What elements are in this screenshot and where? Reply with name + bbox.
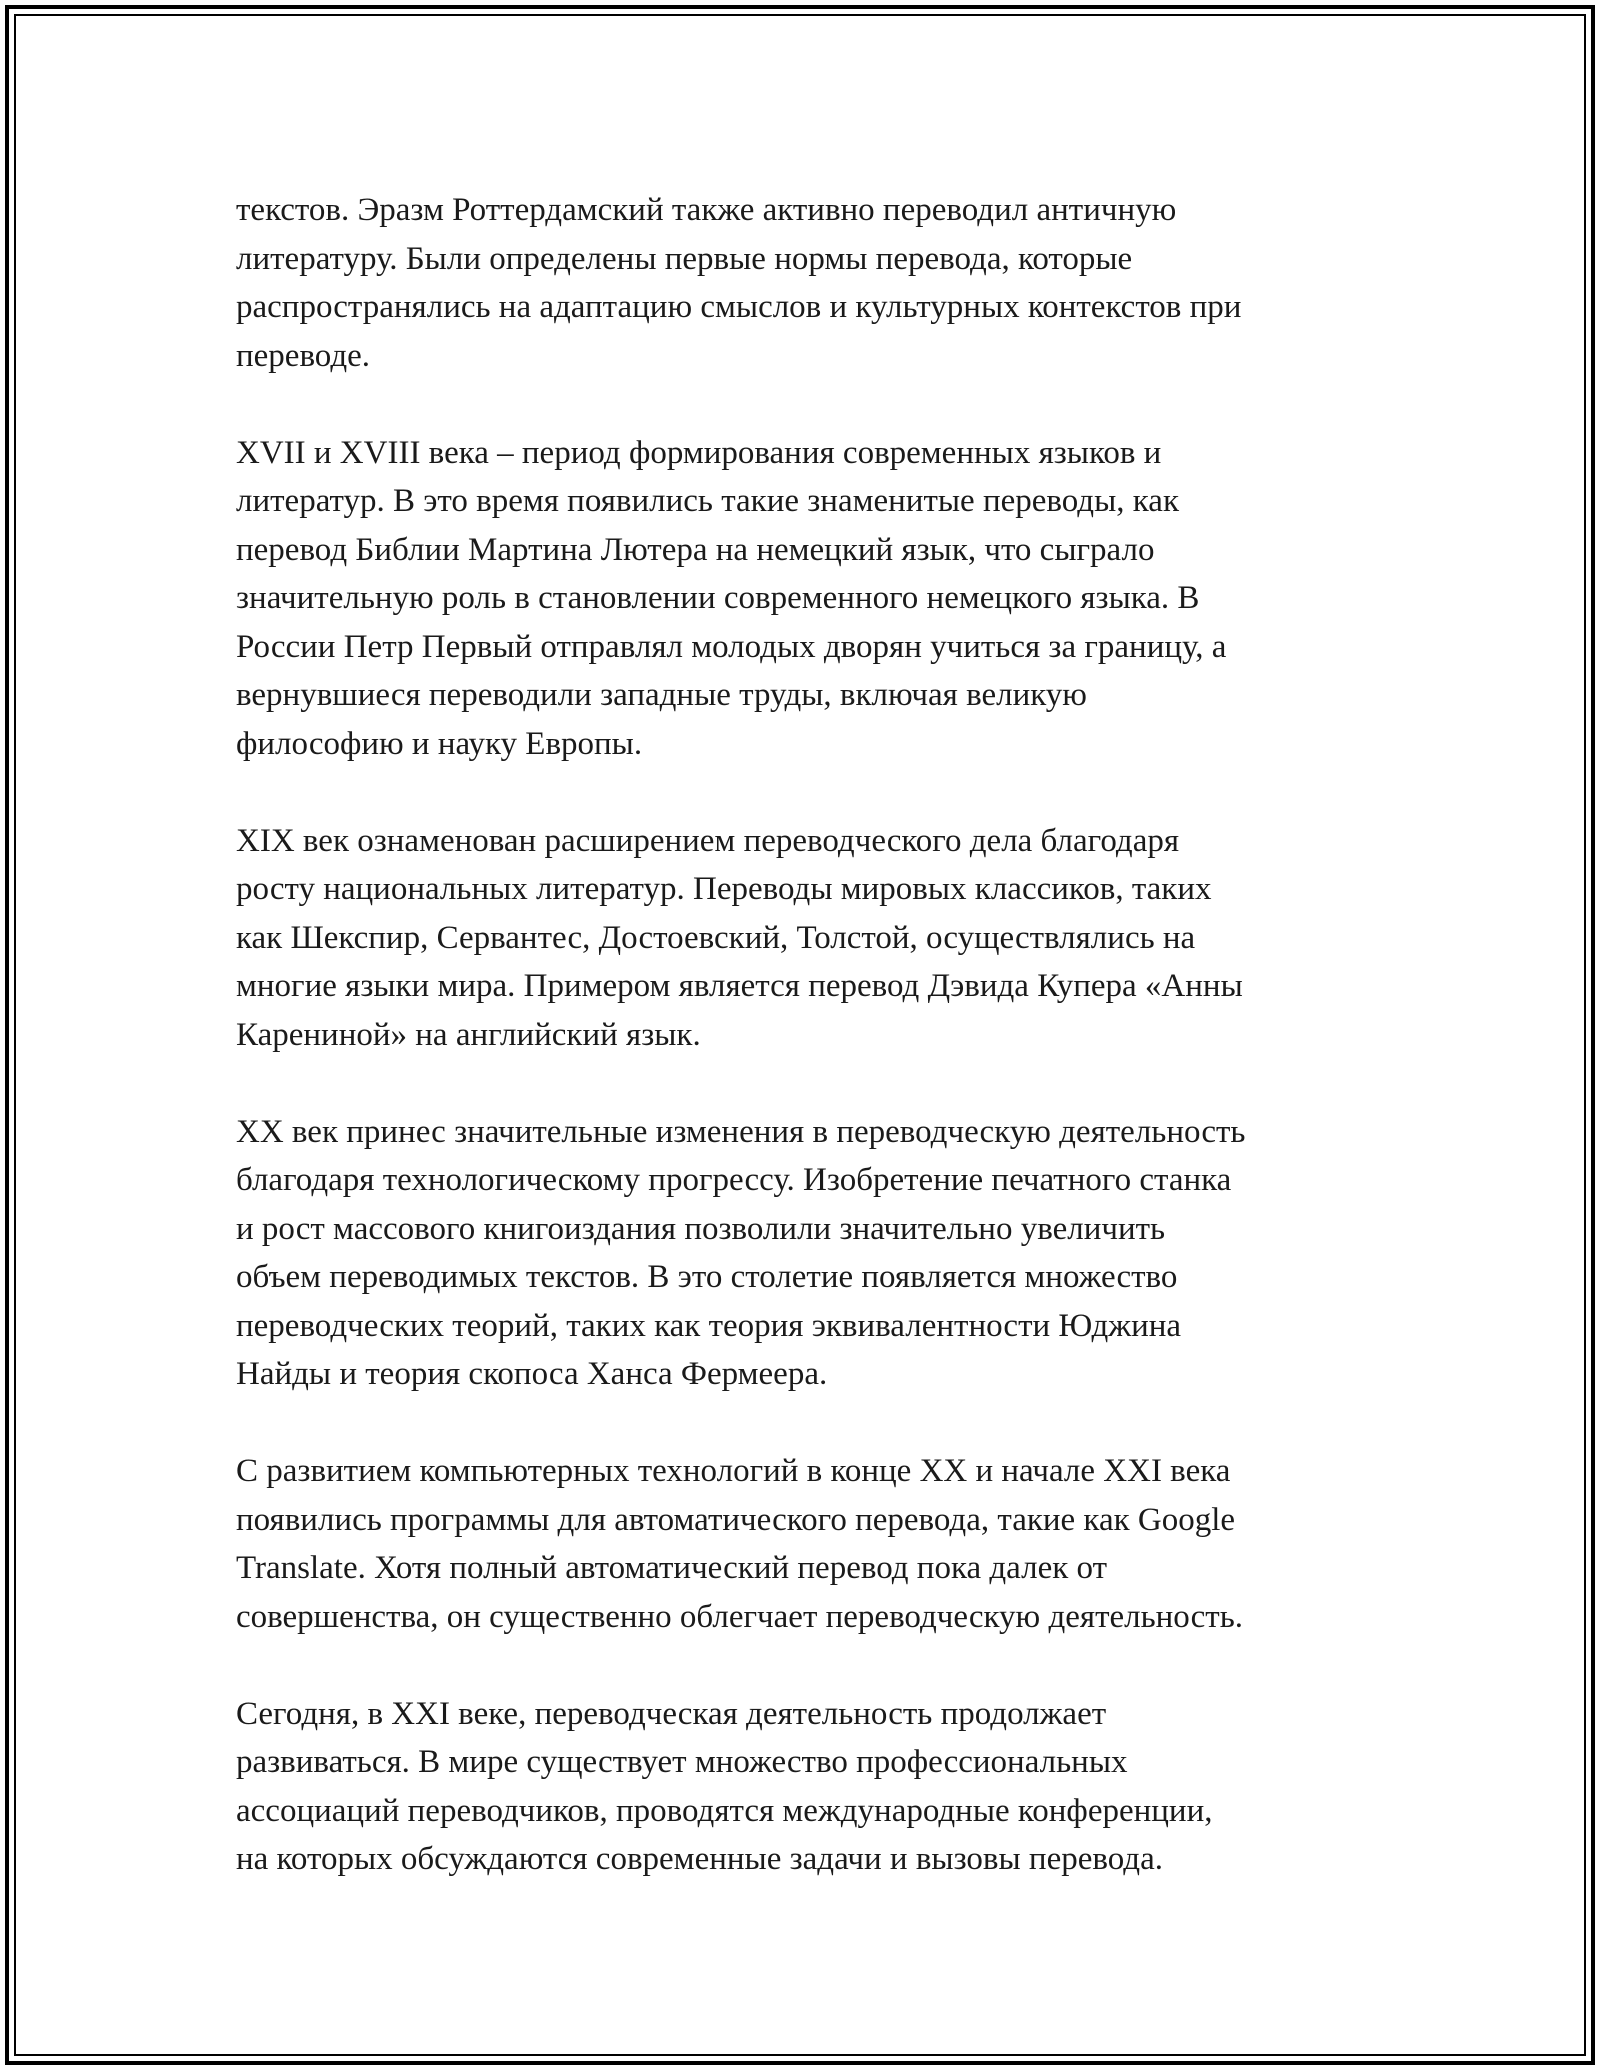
paragraph-17-18-century: XVII и XVIII века – период формирования современных языков и литератур. В это время появились такие знаменитые переводы, как перевод Библии Мартина Лютера на немецкий язык, что сыграло значительную роль в становлении современного немецкого языка. В России Петр Первый отправлял молодых дворян учиться за границу, а вернувшиеся переводили западные труды, включая великую философию и науку Европы. <box>236 434 1227 762</box>
document-body <box>236 186 1376 1932</box>
paragraph-renaissance: текстов. Эразм Роттердамский также активно переводил античную литературу. Были определены первые нормы перевода, которые распространялись на адаптацию смыслов и культурных контекстов при переводе. <box>236 192 1242 374</box>
paragraph-20-century: XX век принес значительные изменения в переводческую деятельность благодаря технологическому прогрессу. Изобретение печатного станка и рост массового книгоиздания позволили значительно увеличить объем переводимых текстов. В это столетие появляется множество переводческих теорий, таких как теория эквивалентности Юджина Найды и теория скопоса Ханса Фермеера. <box>236 1113 1246 1392</box>
paragraph-21-century: Сегодня, в XXI веке, переводческая деятельность продолжает развиваться. В мире существует множество профессиональных ассоциаций переводчиков, проводятся международные конференции, на которых обсуждаются современные задачи и вызовы перевода. <box>236 1695 1213 1877</box>
paragraph-computer-technologies: С развитием компьютерных технологий в конце XX и начале XXI века появились программы для автоматического перевода, такие как Google Translate. Хотя полный автоматический перевод пока далек от совершенства, он существенно облегчает переводческую деятельность. <box>236 1453 1243 1635</box>
paragraph-19-century: XIX век ознаменован расширением переводческого дела благодаря росту национальных литератур. Переводы мировых классиков, таких как Шекспир, Сервантес, Достоевский, Толстой, осуществлялись на многие языки мира. Примером является перевод Дэвида Купера «Анны Карениной» на английский язык. <box>236 822 1243 1053</box>
